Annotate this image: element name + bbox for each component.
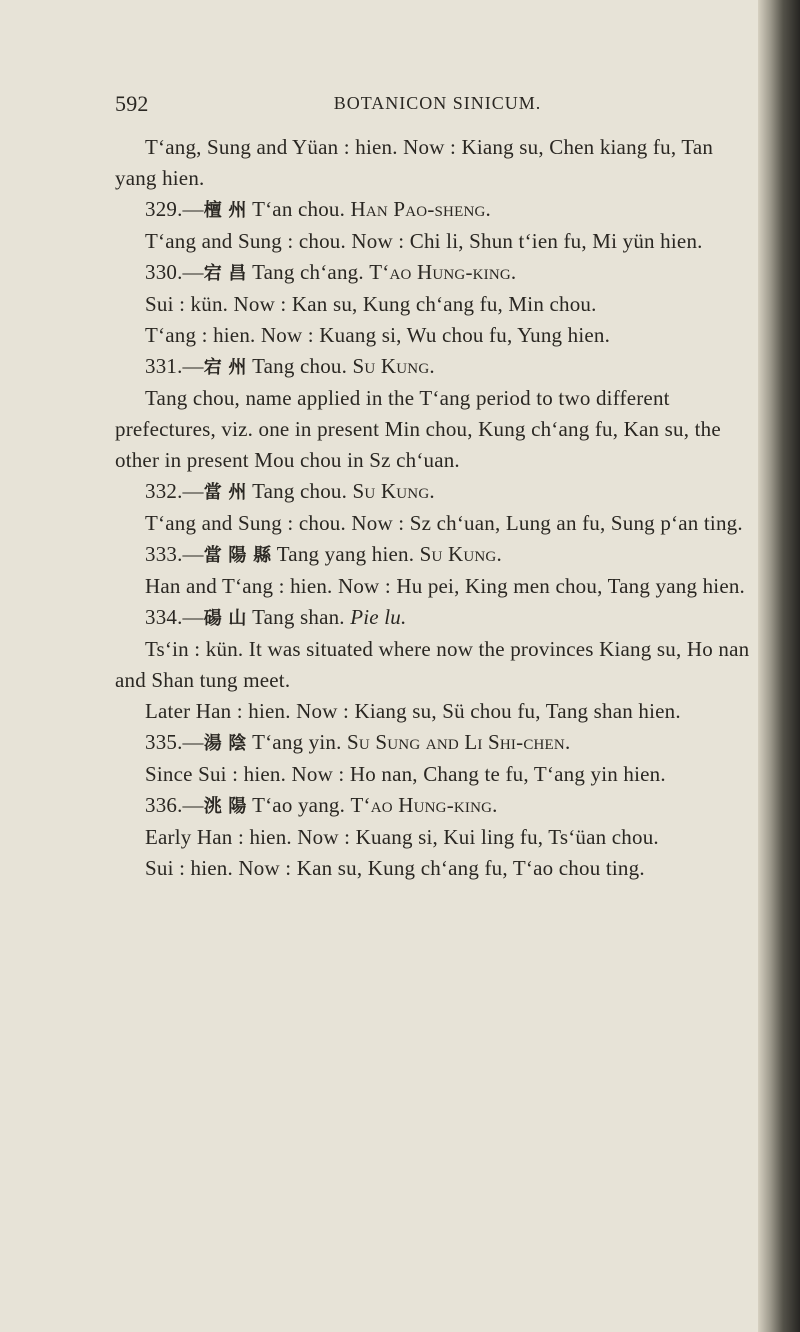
entry-heading: 335.—湯 陰 T‘ang yin. Su Sung and Li Shi-chen. — [145, 730, 571, 754]
entry-heading: 329.—檀 州 T‘an chou. Han Pao-sheng. — [145, 197, 491, 221]
entry-heading: 331.—宕 州 Tang chou. Su Kung. — [145, 354, 435, 378]
entry-335 — [115, 727, 760, 790]
entry-text: Sui : kün. Now : Kan su, Kung ch‘ang fu, Min chou. — [145, 292, 597, 316]
entry-329 — [115, 194, 760, 257]
entry-333 — [115, 539, 760, 602]
page-body — [115, 88, 760, 884]
entry-heading: 334.—碭 山 Tang shan. Pie lu. — [145, 605, 407, 629]
entry-text: Tang chou, name applied in the T‘ang period to two different prefectures, viz. one in present Min chou, Kung ch‘ang fu, Kan su, the other in present Mou chou in Sz ch‘uan. — [115, 386, 721, 472]
entry-336 — [115, 790, 760, 884]
page-header — [115, 88, 760, 132]
entry-text: Sui : hien. Now : Kan su, Kung ch‘ang fu, T‘ao chou ting. — [145, 856, 645, 880]
entry-text: T‘ang : hien. Now : Kuang si, Wu chou fu, Yung hien. — [145, 323, 611, 347]
book-edge-shadow — [758, 0, 800, 1332]
entry-text: Early Han : hien. Now : Kuang si, Kui ling fu, Ts‘üan chou. — [145, 825, 659, 849]
entry-334 — [115, 602, 760, 727]
entry-text: Han and T‘ang : hien. Now : Hu pei, King men chou, Tang yang hien. — [145, 574, 746, 598]
entry-heading: 330.—宕 昌 Tang ch‘ang. T‘ao Hung-king. — [145, 260, 517, 284]
entry-text: Later Han : hien. Now : Kiang su, Sü chou fu, Tang shan hien. — [145, 699, 681, 723]
entry-heading: 332.—當 州 Tang chou. Su Kung. — [145, 479, 435, 503]
entry-332 — [115, 476, 760, 539]
running-head: BOTANICON SINICUM. — [333, 93, 542, 113]
entry-330 — [115, 257, 760, 351]
intro-paragraph: T‘ang, Sung and Yüan : hien. Now : Kiang su, Chen kiang fu, Tan yang hien. — [115, 135, 714, 190]
entry-text: Ts‘in : kün. It was situated where now the provinces Kiang su, Ho nan and Shan tung meet. — [115, 637, 750, 692]
entry-text: T‘ang and Sung : chou. Now : Sz ch‘uan, Lung an fu, Sung p‘an ting. — [145, 511, 743, 535]
page-number: 592 — [115, 91, 149, 116]
entry-text: T‘ang and Sung : chou. Now : Chi li, Shun t‘ien fu, Mi yün hien. — [145, 229, 703, 253]
entry-text: Since Sui : hien. Now : Ho nan, Chang te fu, T‘ang yin hien. — [145, 762, 666, 786]
entry-heading: 333.—當 陽 縣 Tang yang hien. Su Kung. — [145, 542, 502, 566]
entry-heading: 336.—洮 陽 T‘ao yang. T‘ao Hung-king. — [145, 793, 498, 817]
entry-331 — [115, 351, 760, 476]
